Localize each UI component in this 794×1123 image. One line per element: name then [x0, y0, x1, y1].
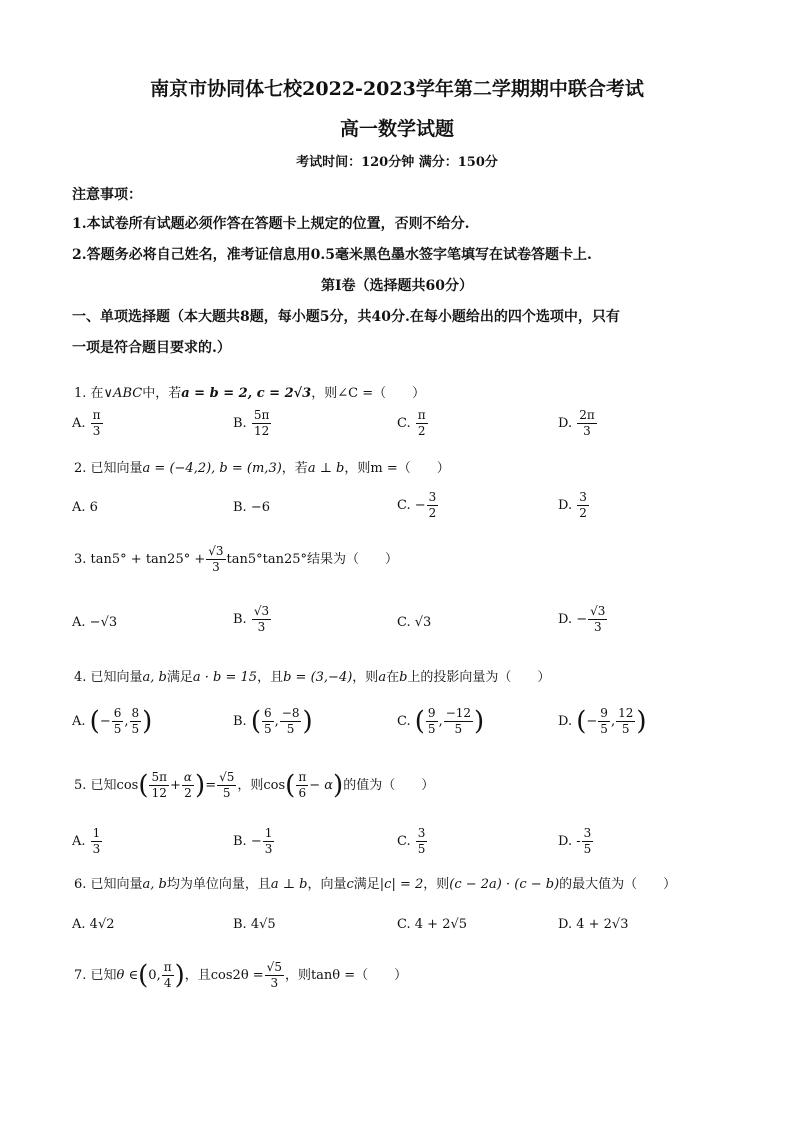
notes-heading: 注意事项： — [72, 187, 142, 203]
option-c: C. 4 + 2√5 — [397, 917, 468, 932]
option-b: B. $\frac{5\pi}{12}$ — [233, 408, 270, 438]
option-c: C. $\frac{\pi}{2}$ — [397, 408, 426, 438]
exam-subtitle: 高一数学试题 — [339, 118, 454, 140]
option-b: B. 4√5 — [233, 917, 276, 932]
option-b: B. − $\frac{1}{3}$ — [233, 826, 273, 856]
option-c: C. ( $\frac{9}{5}$ , $\frac{-12}{5}$ ) — [397, 706, 485, 737]
option-c: C. √3 — [397, 615, 432, 630]
question-1: 1. 在∨ABC中，若a = b = 2, c = 2√3，则∠C =（ ） — [74, 386, 426, 401]
option-a: A. $\frac{1}{3}$ — [72, 826, 101, 856]
option-d: D. (− $\frac{9}{5}$ , $\frac{12}{5}$ ) — [558, 706, 647, 737]
option-b: B. ( $\frac{6}{5}$ , $\frac{-8}{5}$ ) — [233, 706, 313, 737]
option-b: B. $\frac{√3}{3}$ — [233, 604, 270, 634]
option-a: A. 6 — [72, 500, 98, 515]
question-4: 4. 已知向量a, b满足a · b = 15，且b = (3,−4)，则a在b上的投影向量为（ ） — [74, 670, 551, 685]
section-heading: 一、单项选择题（本大题共8题，每小题5分，共40分.在每小题给出的四个选项中，只有 — [72, 309, 620, 325]
option-d: D. $\frac{3}{2}$ — [558, 490, 587, 520]
section-heading-cont: 一项是符合题目要求的.） — [72, 340, 231, 356]
option-a: A. (− $\frac{6}{5}$ , $\frac{8}{5}$ ) — [72, 706, 153, 737]
note-item: 1.本试卷所有试题必须作答在答题卡上规定的位置，否则不给分. — [72, 216, 470, 232]
volume-heading: 第Ⅰ卷（选择题共60分） — [320, 278, 474, 294]
option-c: C. $\frac{3}{5}$ — [397, 826, 426, 856]
question-7: 7. 已知θ ∈(0, $\frac{\pi}{4}$ )，且cos2θ = $\frac{√5}{3}$ ，则tanθ =（ ） — [74, 960, 408, 991]
question-2: 2. 已知向量a = (−4,2), b = (m,3)，若a ⊥ b，则m =（ ） — [74, 461, 450, 476]
option-a: A. −√3 — [72, 615, 118, 630]
note-item: 2.答题务必将自己姓名，准考证信息用0.5毫米黑色墨水签字笔填写在试卷答题卡上. — [72, 247, 592, 263]
option-d: D. 4 + 2√3 — [558, 917, 629, 932]
option-d: D. − $\frac{√3}{3}$ — [558, 604, 606, 634]
exam-title: 南京市协同体七校2022-2023学年第二学期期中联合考试 — [150, 78, 644, 100]
option-c: C. − $\frac{3}{2}$ — [397, 490, 437, 520]
option-b: B. −6 — [233, 500, 270, 515]
option-a: A. $\frac{\pi}{3}$ — [72, 408, 101, 438]
question-5: 5. 已知cos( $\frac{5\pi}{12}$ + $\frac{\alpha}{2}$ )= $\frac{√5}{5}$ ，则cos( $\frac{\pi}{6}$ − α)的值为（ ） — [74, 770, 435, 801]
option-a: A. 4√2 — [72, 917, 115, 932]
option-d: D. - $\frac{3}{5}$ — [558, 826, 592, 856]
option-d: D. $\frac{2\pi}{3}$ — [558, 408, 595, 438]
exam-info: 考试时间：120分钟 满分：150分 — [296, 155, 498, 170]
question-3: 3. tan5° + tan25° + $\frac{√3}{3}$ tan5°tan25°结果为（ ） — [74, 544, 399, 574]
question-6: 6. 已知向量a, b均为单位向量，且a ⊥ b，向量c满足|c| = 2，则(c − 2a) · (c − b)的最大值为（ ） — [74, 877, 677, 892]
